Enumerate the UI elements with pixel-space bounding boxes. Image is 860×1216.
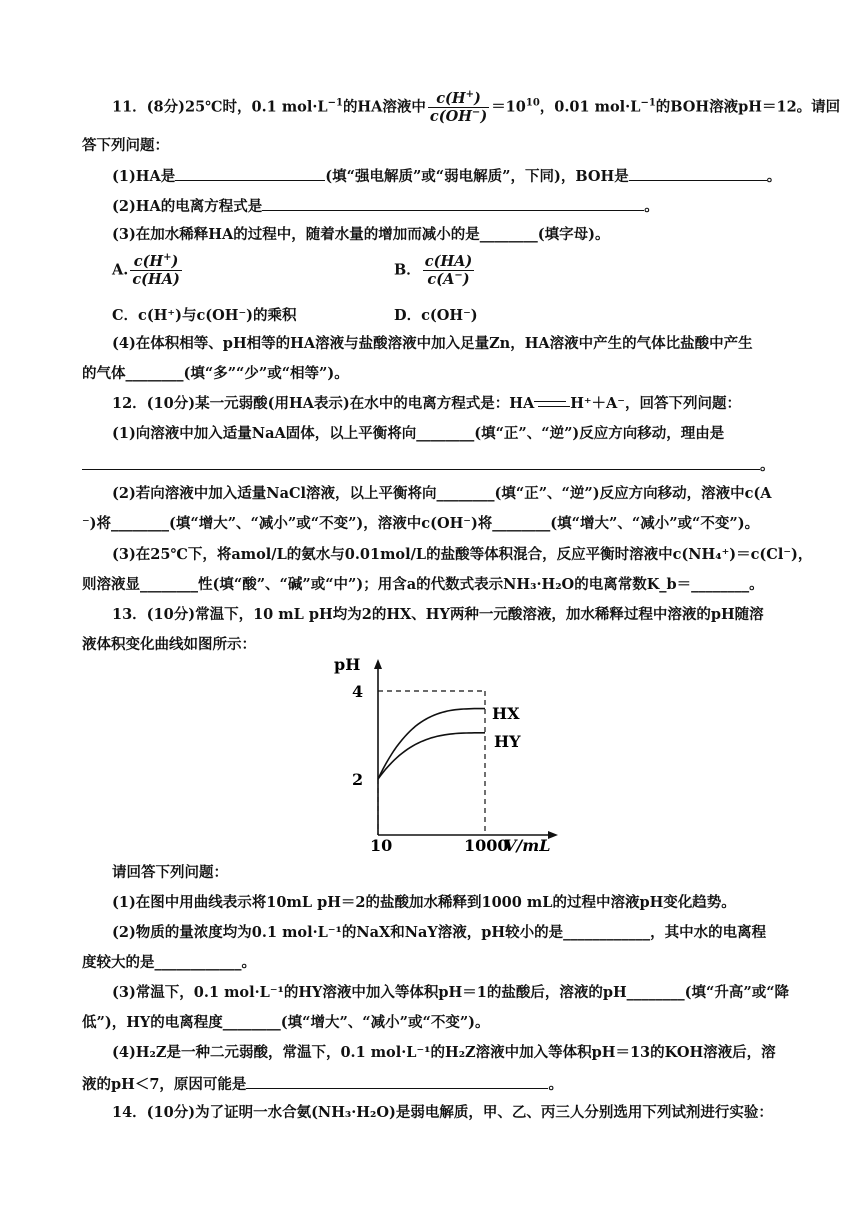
q11-option-a: A. $\frac{c(H^+)}{c(HA)}$ <box>112 252 180 288</box>
x-tick-1000: 1000 <box>464 836 509 855</box>
fraction-h-oh: $\frac{c(H^+)}{c(OH^-)}$ <box>429 89 488 125</box>
q11-option-c: C．c(H⁺)与c(OH⁻)的乘积 <box>112 307 297 324</box>
answer-blank[interactable] <box>82 454 760 470</box>
q13-prompt: 请回答下列问题： <box>112 864 228 881</box>
q13-sub2-line1: (2)物质的量浓度均为0.1 mol·L⁻¹的NaX和NaY溶液，pH较小的是____________，其中水的电离程 <box>112 924 767 941</box>
q11-sub1: (1)HA是 (填“强电解质”或“弱电解质”，下同)，BOH是 。 <box>112 165 782 187</box>
y-tick-2: 2 <box>352 770 364 789</box>
y-axis-arrow-icon <box>374 659 382 669</box>
q13-sub4-line2: 液的pH＜7，原因可能是 。 <box>82 1073 782 1095</box>
answer-blank[interactable] <box>175 165 325 181</box>
q12-sub2-line2: ⁻)将________(填“增大”、“减小”或“不变”)，溶液中c(OH⁻)将________(填“增大”、“减小”或“不变”)。 <box>82 515 760 532</box>
q11-option-d: D．c(OH⁻) <box>394 307 478 324</box>
ph-dilution-chart <box>330 655 570 855</box>
y-axis-label: pH <box>334 655 361 674</box>
q11-sub3: (3)在加水稀释HA的过程中，随着水量的增加而减小的是________(填字母)。 <box>112 226 610 243</box>
q12-sub1: (1)向溶液中加入适量NaA固体，以上平衡将向________(填“正”、“逆”)反应方向移动，理由是 <box>112 425 725 442</box>
answer-blank[interactable] <box>246 1073 548 1089</box>
y-tick-4: 4 <box>352 682 364 701</box>
q11-sub2: (2)HA的电离方程式是 。 <box>112 195 782 217</box>
q13-title-line1: 13．(10分)常温下，10 mL pH均为2的HX、HY两种一元酸溶液，加水稀释过程中溶液的pH随溶 <box>112 606 764 623</box>
q12-title: 12．(10分)某一元弱酸(用HA表示)在水中的电离方程式是：HA H⁺＋A⁻，回答下列问题： <box>112 395 741 412</box>
q13-sub4-line1: (4)H₂Z是一种二元弱酸，常温下，0.1 mol·L⁻¹的H₂Z溶液中加入等体积pH＝13的KOH溶液后，溶 <box>112 1044 776 1061</box>
equilibrium-arrow-icon <box>534 398 570 410</box>
q13-title-line2: 液体积变化曲线如图所示： <box>82 636 256 653</box>
curve-hx <box>378 709 485 779</box>
q13-sub2-line2: 度较大的是____________。 <box>82 954 256 971</box>
q11-line2: 答下列问题： <box>82 137 169 154</box>
q11-sub4-line1: (4)在体积相等、pH相等的HA溶液与盐酸溶液中加入足量Zn，HA溶液中产生的气体比盐酸中产生 <box>112 335 753 352</box>
x-tick-10: 10 <box>370 836 393 855</box>
series-label-hy: HY <box>494 732 521 751</box>
q12-sub3-line2: 则溶液显________性(填“酸”、“碱”或“中”)；用含a的代数式表示NH₃·H₂O的电离常数K_b＝________。 <box>82 576 764 593</box>
series-label-hx: HX <box>492 704 520 723</box>
q12-sub3-line1: (3)在25℃下，将amol/L的氨水与0.01mol/L的盐酸等体积混合，反应平衡时溶液中c(NH₄⁺)＝c(Cl⁻)， <box>112 546 813 563</box>
q13-sub3-line1: (3)常温下，0.1 mol·L⁻¹的HY溶液中加入等体积pH＝1的盐酸后，溶液的pH________(填“升高”或“降 <box>112 984 790 1001</box>
q12-sub2-line1: (2)若向溶液中加入适量NaCl溶液，以上平衡将向________(填“正”、“逆”)反应方向移动，溶液中c(A <box>112 485 772 502</box>
q11-option-b: B． $\frac{c(HA)}{c(A^-)}$ <box>394 253 473 288</box>
q11-sub4-line2: 的气体________(填“多”“少”或“相等”)。 <box>82 365 349 382</box>
q11-title: 11．(8分)25℃时，0.1 $mol\cdot L^{-1}$的HA溶液中 $\frac{c(H^+)}{c(OH^-)}$ $=10^{10}$，0.01 $mol\cdot L^{-1}$的BOH溶液pH＝12。请回 <box>112 89 841 125</box>
answer-blank[interactable] <box>629 165 767 181</box>
q12-sub1-blank: 。 <box>82 454 782 476</box>
q13-sub3-line2: 低”)，HY的电离程度________(填“增大”、“减小”或“不变”)。 <box>82 1014 490 1031</box>
q14-title: 14．(10分)为了证明一水合氨(NH₃·H₂O)是弱电解质，甲、乙、丙三人分别选用下列试剂进行实验： <box>112 1104 773 1121</box>
answer-blank[interactable] <box>262 195 644 211</box>
q13-sub1: (1)在图中用曲线表示将10mL pH＝2的盐酸加水稀释到1000 mL的过程中溶液pH变化趋势。 <box>112 894 736 911</box>
x-axis-label: V/mL <box>504 836 551 855</box>
curve-hy <box>378 733 485 779</box>
